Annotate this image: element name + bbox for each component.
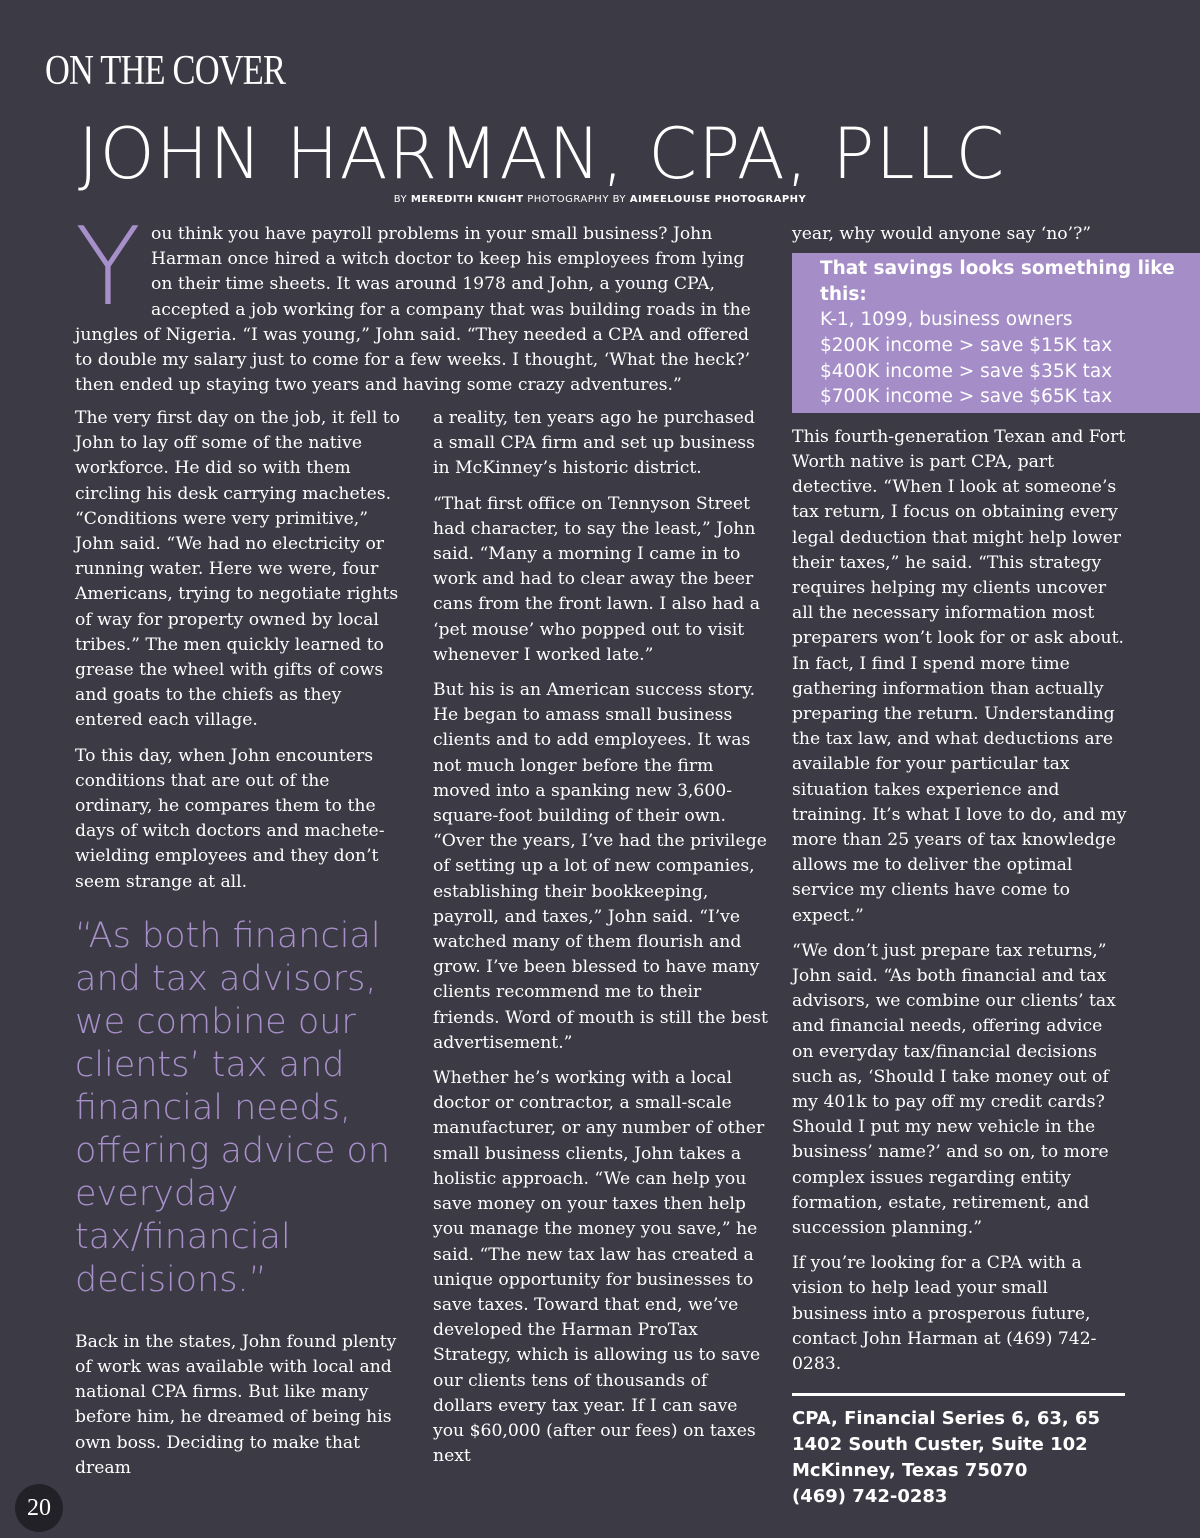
column-1 <box>75 406 410 1491</box>
contact-block <box>792 1406 1127 1509</box>
col3-paragraph-3: If you’re looking for a CPA with a vision to help lead your small business into a prosperous future, contact John Harman at (469) 742-0283. <box>792 1253 1097 1375</box>
col1-paragraph-3: Back in the states, John found plenty of work was available with local and national CPA firms. But like many before him, he dreamed of being his own boss. Deciding to make that dream <box>75 1331 397 1478</box>
col2-paragraph-3: But his is an American success story. He began to amass small business clients and to add employees. It was not much longer before the firm moved into a spanking new 3,600-square-foot building of their own. “Over the years, I’ve had the privilege of setting up a lot of new companies, establishing their bookkeeping, payroll, and taxes,” John said. “I’ve watched many of them flourish and grow. I’ve been blessed to have many clients recommend me to their friends. Word of mouth is still the best advertisement.” <box>433 680 768 1053</box>
byline-by-prefix: BY <box>393 194 411 205</box>
col2-paragraph-1: a reality, ten years ago he purchased a small CPA firm and set up business in McKinney’s historic district. <box>433 408 755 479</box>
contact-street: 1402 South Custer, Suite 102 <box>792 1434 1088 1456</box>
pull-quote: “As both financial and tax advisors, we combine our clients’ tax and financial needs, offering advice on everyday tax/financial decisions.” <box>75 915 391 1300</box>
contact-credentials: CPA, Financial Series 6, 63, 65 <box>792 1408 1101 1430</box>
col2-paragraph-2: “That first office on Tennyson Street had character, to say the least,” John said. “Many a morning I came in to work and had to clear away the beer cans from the front lawn. I also had a ‘pet mouse’ who popped out to visit whenever I worked late.” <box>433 493 760 665</box>
intro-text: ou think you have payroll problems in your small business? John Harman once hired a witch doctor to keep his employees from lying on their time sheets. It was around 1978 and John, a young CPA, accepted a job working for a company that was building roads in the jungles of Nigeria. “I was young,” John said. “They needed a CPA and offered to double my salary just to come for a few weeks. I thought, ‘What the heck?’ then ended up staying two years and having some crazy adventures.” <box>75 224 751 396</box>
byline-author: MEREDITH KNIGHT <box>410 194 524 205</box>
col3-paragraph-1: This fourth-generation Texan and Fort Worth native is part CPA, part detective. “When I look at someone’s tax return, I focus on obtaining every legal deduction that might help lower their taxes,” he said. “This strategy requires helping my clients uncover all the necessary information most preparers won’t look for or ask about. In fact, I find I spend more time gathering information than actually preparing the return. Understanding the tax law, and what deductions are available for your particular tax situation takes experience and training. It’s what I love to do, and my more than 25 years of tax knowledge allows me to deliver the optimal service my clients have come to expect.” <box>792 426 1127 926</box>
contact-city: McKinney, Texas 75070 <box>792 1459 1028 1481</box>
col3-paragraph-2: “We don’t just prepare tax returns,” John said. “As both financial and tax advisors, we combine our clients’ tax and financial needs, offering advice on everyday tax/financial decisions such as, ‘Should I take money out of my 401k to pay off my credit cards? Should I put my new vehicle in the business’ name?’ and so on, to more complex issues regarding entity formation, estate, retirement, and succession planning.” <box>792 940 1116 1239</box>
col2-paragraph-4: Whether he’s working with a local doctor or contractor, a small-scale manufacturer, or any number of other small business clients, John takes a holistic approach. “We can help you save money on your taxes then help you manage the money you save,” he said. “The new tax law has created a unique opportunity for businesses to save taxes. Toward that end, we’ve developed the Harman ProTax Strategy, which is allowing us to save our clients tens of thousands of dollars every tax year. If I can save you $60,000 (after our fees) on taxes next <box>433 1068 765 1467</box>
column-3 <box>792 222 1175 1509</box>
section-label: ON THE COVER <box>45 48 286 94</box>
contact-divider <box>792 1393 1125 1396</box>
col1-paragraph-2: To this day, when John encounters conditions that are out of the ordinary, he compares them to the days of witch doctors and machete-wielding employees and they don’t seem strange at all. <box>75 745 385 892</box>
drop-cap: Y <box>75 205 141 330</box>
byline-photographer: AIMEELOUISE PHOTOGRAPHY <box>629 194 807 205</box>
contact-phone: (469) 742-0283 <box>792 1485 948 1507</box>
intro-paragraph <box>75 205 770 398</box>
callout-line: $700K income > save $65K tax <box>820 386 1113 408</box>
col3-paragraph-0: year, why would anyone say ‘no’?” <box>792 224 1092 244</box>
byline-photo-prefix: PHOTOGRAPHY BY <box>523 194 630 205</box>
callout-title: That savings looks something like this: <box>820 258 1175 305</box>
page-number-badge: 20 <box>15 1484 63 1532</box>
callout-line: K-1, 1099, business owners <box>820 309 1073 331</box>
savings-callout-box <box>792 253 1200 413</box>
callout-line: $400K income > save $35K tax <box>820 360 1113 382</box>
column-2 <box>433 406 768 1479</box>
callout-line: $200K income > save $15K tax <box>820 334 1113 356</box>
article-headline: JOHN HARMAN, CPA, PLLC <box>78 113 1006 195</box>
byline <box>0 194 1200 205</box>
col1-paragraph-1: The very first day on the job, it fell to John to lay off some of the native workforce. He did so with them circling his desk carrying machetes. “Conditions were very primitive,” John said. “We had no electricity or running water. Here we were, four Americans, trying to negotiate rights of way for property owned by local tribes.” The men quickly learned to grease the wheel with gifts of cows and goats to the chiefs as they entered each village. <box>75 408 400 731</box>
